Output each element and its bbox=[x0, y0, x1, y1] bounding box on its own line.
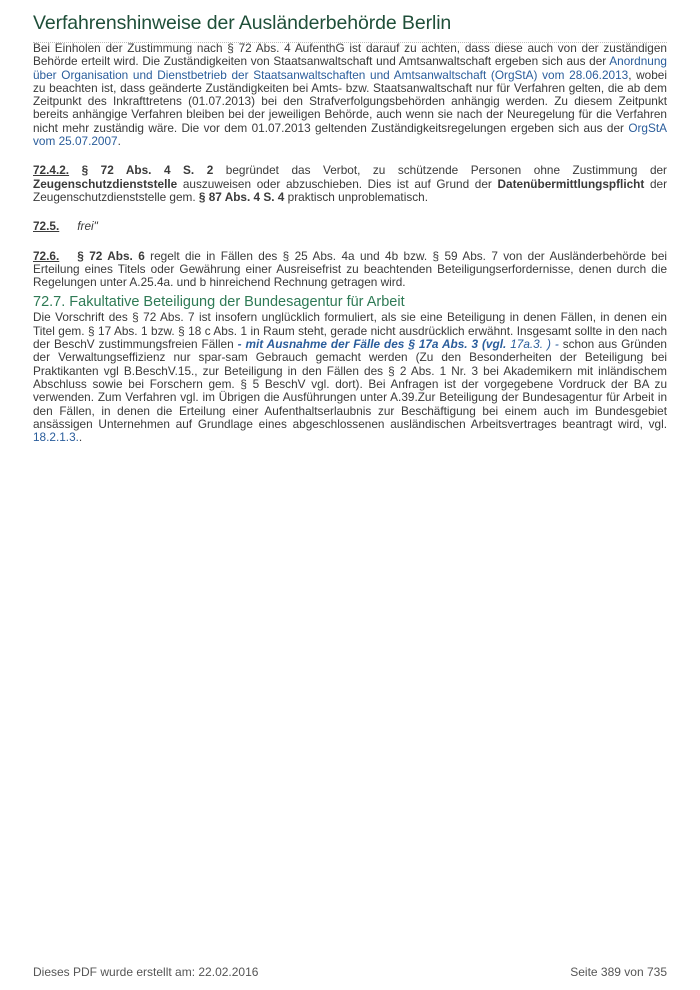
document-body bbox=[33, 42, 667, 444]
text: praktisch unproblematisch. bbox=[284, 189, 428, 204]
page-title: Verfahrenshinweise der Ausländerbehörde Berlin bbox=[33, 12, 452, 34]
link-orgsta-2007[interactable]: OrgStA vom 25.07.2007 bbox=[33, 120, 667, 149]
bold-text: § 72 Abs. 6 bbox=[77, 248, 145, 263]
text: auszuweisen oder abzuschieben. Dies ist auf Grund der bbox=[177, 176, 498, 191]
text: regelt die in Fällen des § 25 Abs. 4a und 4b bzw. § 59 Abs. 7 von der Ausländerbehörde bei Erteilung eines Titels oder Gewährung einer Ausreisefrist zu beachtenden Beteiligungserfordernisse, denen durch die Regelungen unter A.25.4a. und b hinreichend Rechnung getragen wird. bbox=[33, 248, 668, 290]
text: Die Vorschrift des § 72 Abs. 7 ist insofern unglücklich formuliert, als sie eine Beteiligung in denen Fällen, in denen ein Titel gem. § 17 Abs. 1 bzw. § 18 c Abs. 1 in Raum steht, gerade nicht ausdrücklich erwähnt. Insgesamt sollte in den nach der BeschV zustimmungsfreien Fällen bbox=[33, 310, 667, 352]
footer-created-date: Dieses PDF wurde erstellt am: 22.02.2016 bbox=[33, 965, 259, 979]
text: der Zeugenschutzdienststelle gem. bbox=[33, 176, 668, 204]
section-number: 72.4.2. bbox=[33, 163, 70, 178]
emphasis-text: - mit Ausnahme der Fälle des § 17a Abs. 3 (vgl. bbox=[237, 337, 511, 352]
section-heading-72-7: 72.7. Fakultative Beteiligung der Bundesagentur für Arbeit bbox=[33, 294, 405, 311]
link-orgsta-2013[interactable]: Anordnung über Organisation und Dienstbetrieb der Staatsanwaltschaften und Amtsanwaltschaft (OrgStA) vom 28.06.2013 bbox=[33, 54, 667, 82]
text: . bbox=[117, 134, 121, 149]
text: schon aus Gründen der Verwaltungseffizienz nur spar-sam Gebrauch gemacht werden (Zu den Besonderheiten der Beteiligung bei Praktikanten vgl B.BeschV.15., zur Beteiligung in den Fällen des § 2 Abs. 1 Nr. 3 bei Akademikern mit inländischem Abschluss sowie bei Forschern gem. § 5 BeschV vgl. dort). Bei Anfragen ist der vorgegebene Vordruck der BA zu verwenden. Zum Verfahren vgl. im Übrigen die Ausführungen unter A.39.Zur Beteiligung der Bundesagentur für Arbeit in den Fällen, in denen die Erteilung einer Aufenthaltserlaubnis zur Beschäftigung bei einem auch im Bundesgebiet ansässigen Unternehmen auf Grundlage eines abgeschlossenen ausländischen Arbeitsvertrages beantragt wird, vgl. bbox=[33, 337, 667, 431]
section-number: 72.5. bbox=[33, 219, 60, 234]
paragraph-72-4-2 bbox=[33, 164, 667, 204]
text: . bbox=[78, 430, 83, 445]
bold-text: Datenübermittlungspflicht bbox=[497, 176, 645, 191]
paragraph-72-5 bbox=[33, 220, 667, 233]
paragraph-72-7 bbox=[33, 311, 667, 444]
page-header bbox=[33, 10, 667, 43]
bold-text: Zeugenschutzdienststelle bbox=[33, 176, 178, 191]
link-17a-3[interactable]: 17a.3. bbox=[510, 337, 544, 352]
bold-text: § 87 Abs. 4 S. 4 bbox=[198, 189, 285, 204]
text: , wobei zu beachten ist, dass geänderte Zuständigkeiten bei Amts- bzw. Staatsanwaltschaft nur für Verfahren gelten, die ab dem Zeitpunkt des Inkrafttretens (01.07.2013) bei den Strafverfolgungsbehörden anhängig werden. Zu diesem Zeitpunkt bereits anhängige Verfahren bleiben bei der jeweiligen Behörde, auch wenn sie nach der Neuregelung für die Verfahren nicht mehr zuständig wäre. Die vor dem 01.07.2013 geltenden Zuständigkeitsregelungen ergeben sich aus der bbox=[33, 67, 667, 135]
text: frei" bbox=[77, 219, 98, 234]
link-18-2-1-3[interactable]: 18.2.1.3. bbox=[33, 430, 79, 445]
text: begründet das Verbot, zu schützende Personen ohne Zustimmung der bbox=[213, 163, 667, 178]
emphasis-text: ) - bbox=[543, 337, 559, 352]
text: Bei Einholen der Zustimmung nach § 72 Abs. 4 AufenthG ist darauf zu achten, dass diese auch von der zuständigen Behörde erteilt wird. Die Zuständigkeiten von Staatsanwaltschaft und Amtsanwaltschaft ergeben sich aus der bbox=[33, 41, 667, 69]
paragraph-72-6 bbox=[33, 250, 667, 290]
paragraph-zustimmung bbox=[33, 42, 667, 148]
section-number: 72.6. bbox=[33, 248, 60, 263]
footer-page-number: Seite 389 von 735 bbox=[570, 965, 667, 979]
bold-text: § 72 Abs. 4 S. 2 bbox=[69, 163, 214, 178]
